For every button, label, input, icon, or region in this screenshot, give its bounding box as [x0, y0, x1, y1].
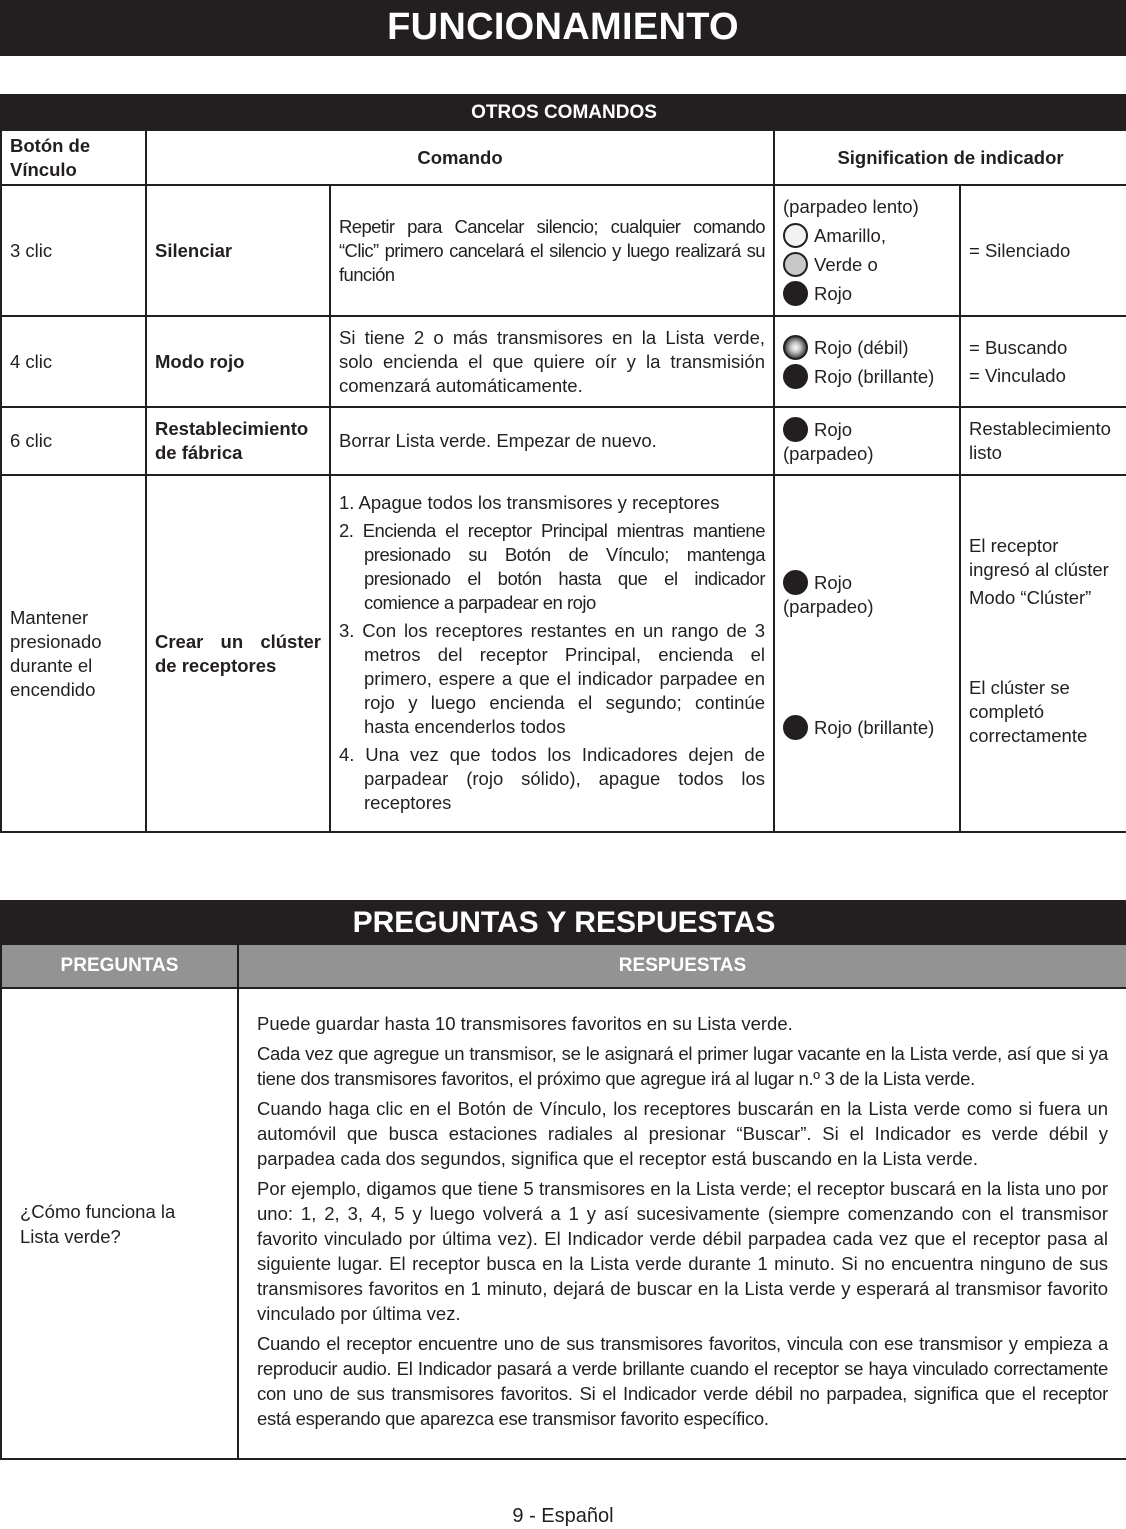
- indicator-label: Rojo: [814, 572, 853, 593]
- red-led-icon: [783, 281, 808, 306]
- step-item: 4. Una vez que todos los Indicadores dejen de parpadear (rojo sólido), apague todos los receptores: [339, 743, 765, 813]
- other-commands-title: OTROS COMANDOS: [1, 95, 1126, 130]
- meaning-text: El receptor ingresó al clúster: [969, 535, 1109, 580]
- command-name: Crear un clúster de receptores: [146, 475, 330, 832]
- answer-cell: [238, 988, 1126, 1459]
- indicator-label: Rojo (débil): [814, 336, 909, 358]
- answer-paragraph: Cada vez que agregue un transmisor, se le asignará el primer lugar vacante en la Lista verde, así que si ya tiene dos transmisores favoritos, el próximo que agregue irá al lugar n.º 3 de la Lista verde.: [257, 1043, 1108, 1089]
- step-item: 2. Encienda el receptor Principal mientras mantiene presionado su Botón de Vínculo; mantenga presionado el botón hasta que el indicador comience a parpadear en rojo: [339, 519, 765, 613]
- table-row: [1, 475, 1126, 832]
- qa-table: [0, 900, 1126, 1460]
- indicator-cell: [774, 475, 960, 832]
- indicator-sub: (parpadeo): [783, 596, 874, 617]
- clicks-cell: 3 clic: [1, 185, 146, 316]
- header-button: Botón de Vínculo: [1, 130, 146, 185]
- indicator-sub: (parpadeo): [783, 442, 874, 464]
- qa-title: PREGUNTAS Y RESPUESTAS: [1, 901, 1126, 944]
- amber-led-icon: [783, 223, 808, 248]
- step-item: 3. Con los receptores restantes en un rango de 3 metros del receptor Principal, encienda el primero, espere a que el indicador parpadee en rojo y luego encienda el segundo; continúe hasta encenderlos todos: [339, 619, 765, 737]
- meaning-text: = Buscando: [969, 336, 1068, 358]
- question-cell: ¿Cómo funciona la Lista verde?: [1, 988, 238, 1459]
- header-indicator: Signification de indicador: [774, 130, 1126, 185]
- table-row: [1, 316, 1126, 407]
- indicator-label: Verde o: [814, 254, 878, 275]
- red-led-icon: [783, 715, 808, 740]
- answer-paragraph: Cuando el receptor encuentre uno de sus transmisores favoritos, vincula con ese transmisor y empieza a reproducir audio. El Indicador pasará a verde brillante cuando el receptor se haya vinculado correctamente con uno de sus transmisores favoritos. Si el Indicador verde débil no parpadea, significa que el receptor está esperando que aparezca ese transmisor favorito específico.: [257, 1333, 1108, 1429]
- header-questions: PREGUNTAS: [1, 944, 238, 988]
- answer-paragraph: Puede guardar hasta 10 transmisores favoritos en su Lista verde.: [257, 1013, 793, 1034]
- table-row: [1, 185, 1126, 316]
- command-description: Borrar Lista verde. Empezar de nuevo.: [330, 407, 774, 475]
- green-led-icon: [783, 252, 808, 277]
- meaning-cell: [960, 316, 1126, 407]
- command-name: Modo rojo: [146, 316, 330, 407]
- red-led-icon: [783, 417, 808, 442]
- indicator-cell: [774, 407, 960, 475]
- page-footer: 9 - Español: [512, 1505, 614, 1527]
- meaning-cell: = Silenciado: [960, 185, 1126, 316]
- meaning-text: Modo “Clúster”: [969, 587, 1092, 608]
- meaning-cell: Restablecimiento listo: [960, 407, 1126, 475]
- header-command: Comando: [146, 130, 774, 185]
- page-title: FUNCIONAMIENTO: [0, 0, 1126, 56]
- indicator-cell: [774, 316, 960, 407]
- command-name: Restablecimiento de fábrica: [146, 407, 330, 475]
- indicator-label: Rojo (brillante): [814, 717, 935, 738]
- indicator-label: Rojo: [814, 418, 853, 440]
- answer-paragraph: Cuando haga clic en el Botón de Vínculo, los receptores buscarán en la Lista verde como si fuera un automóvil que busca estaciones radiales al presionar “Buscar”. Si el Indicador es verde débil y parpadea cada dos segundos, significa que el receptor está buscando en la Lista verde.: [257, 1098, 1108, 1169]
- command-description: Repetir para Cancelar silencio; cualquier comando “Clic” primero cancelará el silencio y luego realizará su función: [330, 185, 774, 316]
- meaning-cell: [960, 475, 1126, 832]
- clicks-cell: 4 clic: [1, 316, 146, 407]
- command-description: Si tiene 2 o más transmisores en la Lista verde, solo encienda el que quiere oír y la transmisión comenzará automáticamente.: [330, 316, 774, 407]
- indicator-cell: [774, 185, 960, 316]
- clicks-cell: 6 clic: [1, 407, 146, 475]
- header-answers: RESPUESTAS: [238, 944, 1126, 988]
- other-commands-table: [0, 94, 1126, 833]
- clicks-cell: Mantener presionado durante el encendido: [1, 475, 146, 832]
- meaning-text: = Vinculado: [969, 364, 1066, 386]
- dim-red-led-icon: [783, 335, 808, 360]
- command-name: Silenciar: [146, 185, 330, 316]
- indicator-label: Amarillo,: [814, 225, 886, 246]
- table-row: [1, 407, 1126, 475]
- answer-paragraph: Por ejemplo, digamos que tiene 5 transmisores en la Lista verde; el receptor buscará en la lista uno por uno: 1, 2, 3, 4, 5 y luego volverá a 1 y así sucesivamente (siempre comenzando con el transmisor favorito vinculado por última vez). El Indicador verde débil parpadea cada vez que el receptor pasa al siguiente lugar. El receptor busca en la Lista verde durante 1 minuto. Si no encuentra ninguno de sus transmisores favoritos en 1 minuto, dejará de buscar en la Lista verde y esperará al transmisor favorito vinculado por última vez.: [257, 1178, 1108, 1324]
- meaning-text: El clúster se completó correctamente: [969, 677, 1088, 746]
- indicator-label: Rojo (brillante): [814, 365, 935, 387]
- indicator-note: (parpadeo lento): [783, 196, 919, 217]
- indicator-label: Rojo: [814, 283, 853, 304]
- step-item: 1. Apague todos los transmisores y receptores: [339, 491, 720, 513]
- red-led-icon: [783, 570, 808, 595]
- command-steps: [330, 475, 774, 832]
- red-led-icon: [783, 364, 808, 389]
- table-row: [1, 988, 1126, 1459]
